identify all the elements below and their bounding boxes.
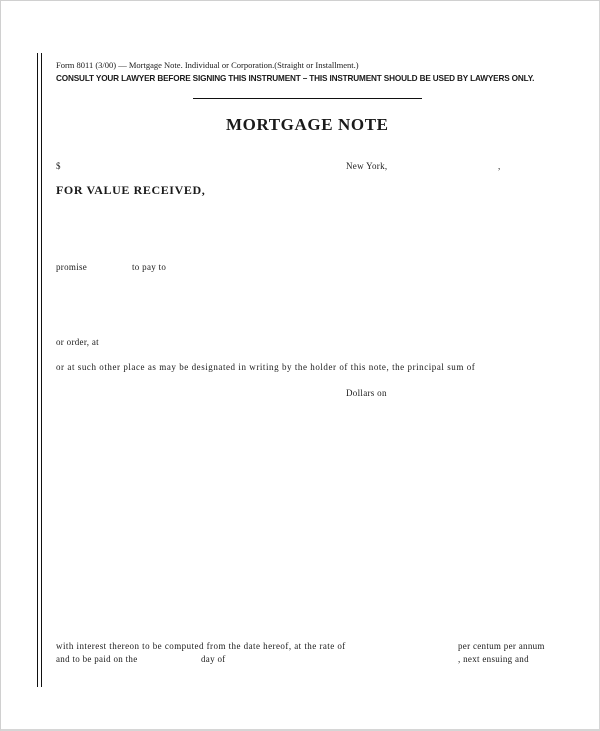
title-rule [193,98,422,99]
dollars-on-label: Dollars on [346,388,387,398]
per-centum-label: per centum per annum [458,641,545,651]
next-ensuing-label: , next ensuing and [458,654,529,664]
page-title: MORTGAGE NOTE [226,115,389,134]
or-order-label: or order, at [56,337,99,347]
left-margin-rule [37,53,38,687]
day-of-label: day of [201,654,226,664]
to-pay-to-label: to pay to [132,262,167,272]
paid-on-clause: and to be paid on the [56,654,138,664]
for-value-received-heading: FOR VALUE RECEIVED, [56,183,206,197]
promise-label: promise [56,262,88,272]
lawyer-warning: CONSULT YOUR LAWYER BEFORE SIGNING THIS INSTRUMENT – THIS INSTRUMENT SHOULD BE USED BY LAWYERS ONLY. [56,74,535,83]
form-identifier: Form 8011 (3/00) — Mortgage Note. Individual or Corporation.(Straight or Installment.) [56,60,359,70]
left-margin-rule-inner [41,53,42,687]
location-label: New York, [346,161,388,171]
amount-dollar-sign: $ [56,161,61,171]
date-comma: , [498,161,501,171]
other-place-clause: or at such other place as may be designated in writing by the holder of this note, the principal sum of [56,362,476,372]
interest-clause: with interest thereon to be computed from the date hereof, at the rate of [56,641,346,651]
